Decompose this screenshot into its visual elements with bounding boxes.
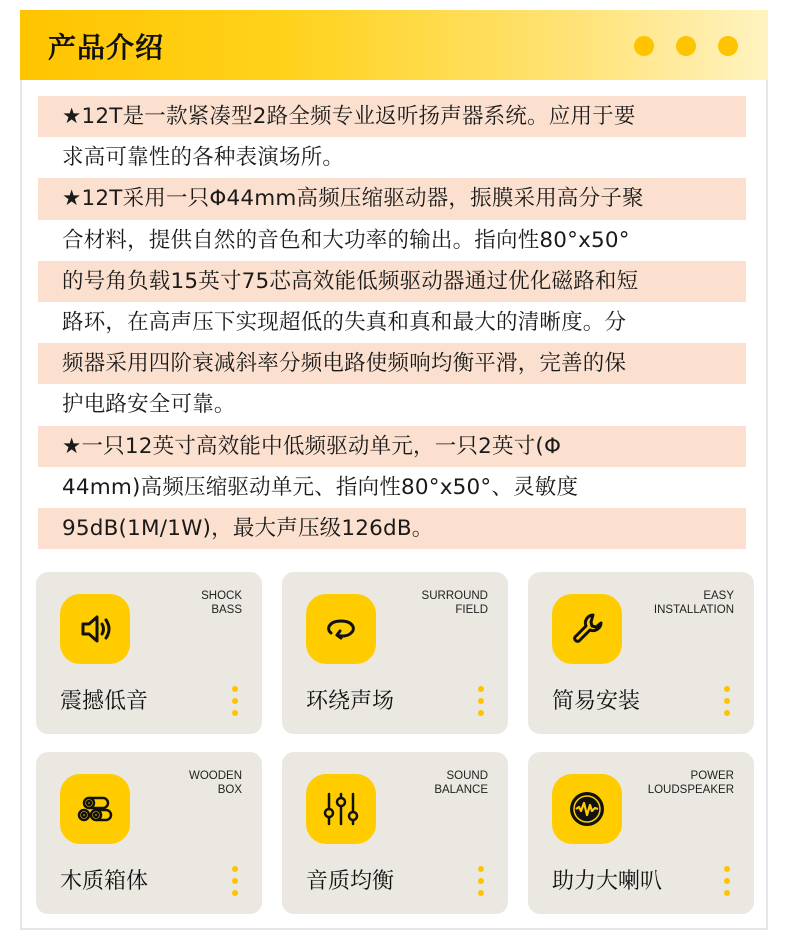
feature-cn-label: 助力大喇叭	[552, 869, 663, 894]
feature-card-sound-balance	[282, 752, 508, 914]
description-line: 求高可靠性的各种表演场所。	[62, 145, 345, 171]
description-line: 44mm)高频压缩驱动单元、指向性80°x50°、灵敏度	[62, 474, 579, 500]
feature-cn-label: 简易安装	[552, 689, 641, 714]
more-dots-icon	[478, 866, 484, 896]
equalizer-sliders-icon	[306, 774, 376, 844]
feature-card-wooden-box	[36, 752, 262, 914]
feature-card-easy-installation	[528, 572, 754, 734]
speaker-sound-icon	[60, 594, 130, 664]
description-line: 护电路安全可靠。	[62, 392, 236, 418]
feature-card-surround-field	[282, 572, 508, 734]
description-line: ★一只12英寸高效能中低频驱动单元，一只2英寸(Φ	[38, 426, 746, 467]
soundwave-circle-icon	[552, 774, 622, 844]
feature-cn-label: 木质箱体	[60, 869, 149, 894]
section-header	[20, 10, 768, 80]
description-line: ★12T是一款紧凑型2路全频专业返听扬声器系统。应用于要	[38, 96, 746, 137]
feature-en-label: SOUND BALANCE	[434, 770, 488, 796]
description-line: 合材料，提供自然的音色和大功率的输出。指向性80°x50°	[62, 227, 630, 253]
feature-en-label: SURROUND FIELD	[421, 590, 488, 616]
feature-en-label: POWER LOUDSPEAKER	[647, 770, 734, 796]
feature-en-label: EASY INSTALLATION	[653, 590, 734, 616]
wood-logs-icon	[60, 774, 130, 844]
feature-card-shock-bass	[36, 572, 262, 734]
feature-cn-label: 环绕声场	[306, 689, 395, 714]
description-line: 路环，在高声压下实现超低的失真和真和最大的清晰度。分	[62, 309, 627, 335]
feature-cn-label: 震撼低音	[60, 689, 149, 714]
description-line: 95dB(1M/1W)，最大声压级126dB。	[38, 508, 746, 549]
more-dots-icon	[724, 866, 730, 896]
description-line: ★12T采用一只Φ44mm高频压缩驱动器，振膜采用高分子聚	[38, 178, 746, 219]
more-dots-icon	[478, 686, 484, 716]
more-dots-icon	[232, 686, 238, 716]
section-title: 产品介绍	[48, 31, 165, 64]
decorative-dot	[676, 36, 696, 56]
decorative-dot	[718, 36, 738, 56]
more-dots-icon	[724, 686, 730, 716]
description-line: 的号角负载15英寸75芯高效能低频驱动器通过优化磁路和短	[38, 261, 746, 302]
more-dots-icon	[232, 866, 238, 896]
feature-en-label: WOODEN BOX	[188, 770, 242, 796]
feature-en-label: SHOCK BASS	[201, 590, 242, 616]
description-line: 频器采用四阶衰减斜率分频电路使频响均衡平滑，完善的保	[38, 343, 746, 384]
surround-loop-icon	[306, 594, 376, 664]
product-description	[38, 96, 746, 549]
wrench-icon	[552, 594, 622, 664]
feature-card-power-loudspeaker	[528, 752, 754, 914]
feature-cn-label: 音质均衡	[306, 869, 395, 894]
decorative-dot	[634, 36, 654, 56]
